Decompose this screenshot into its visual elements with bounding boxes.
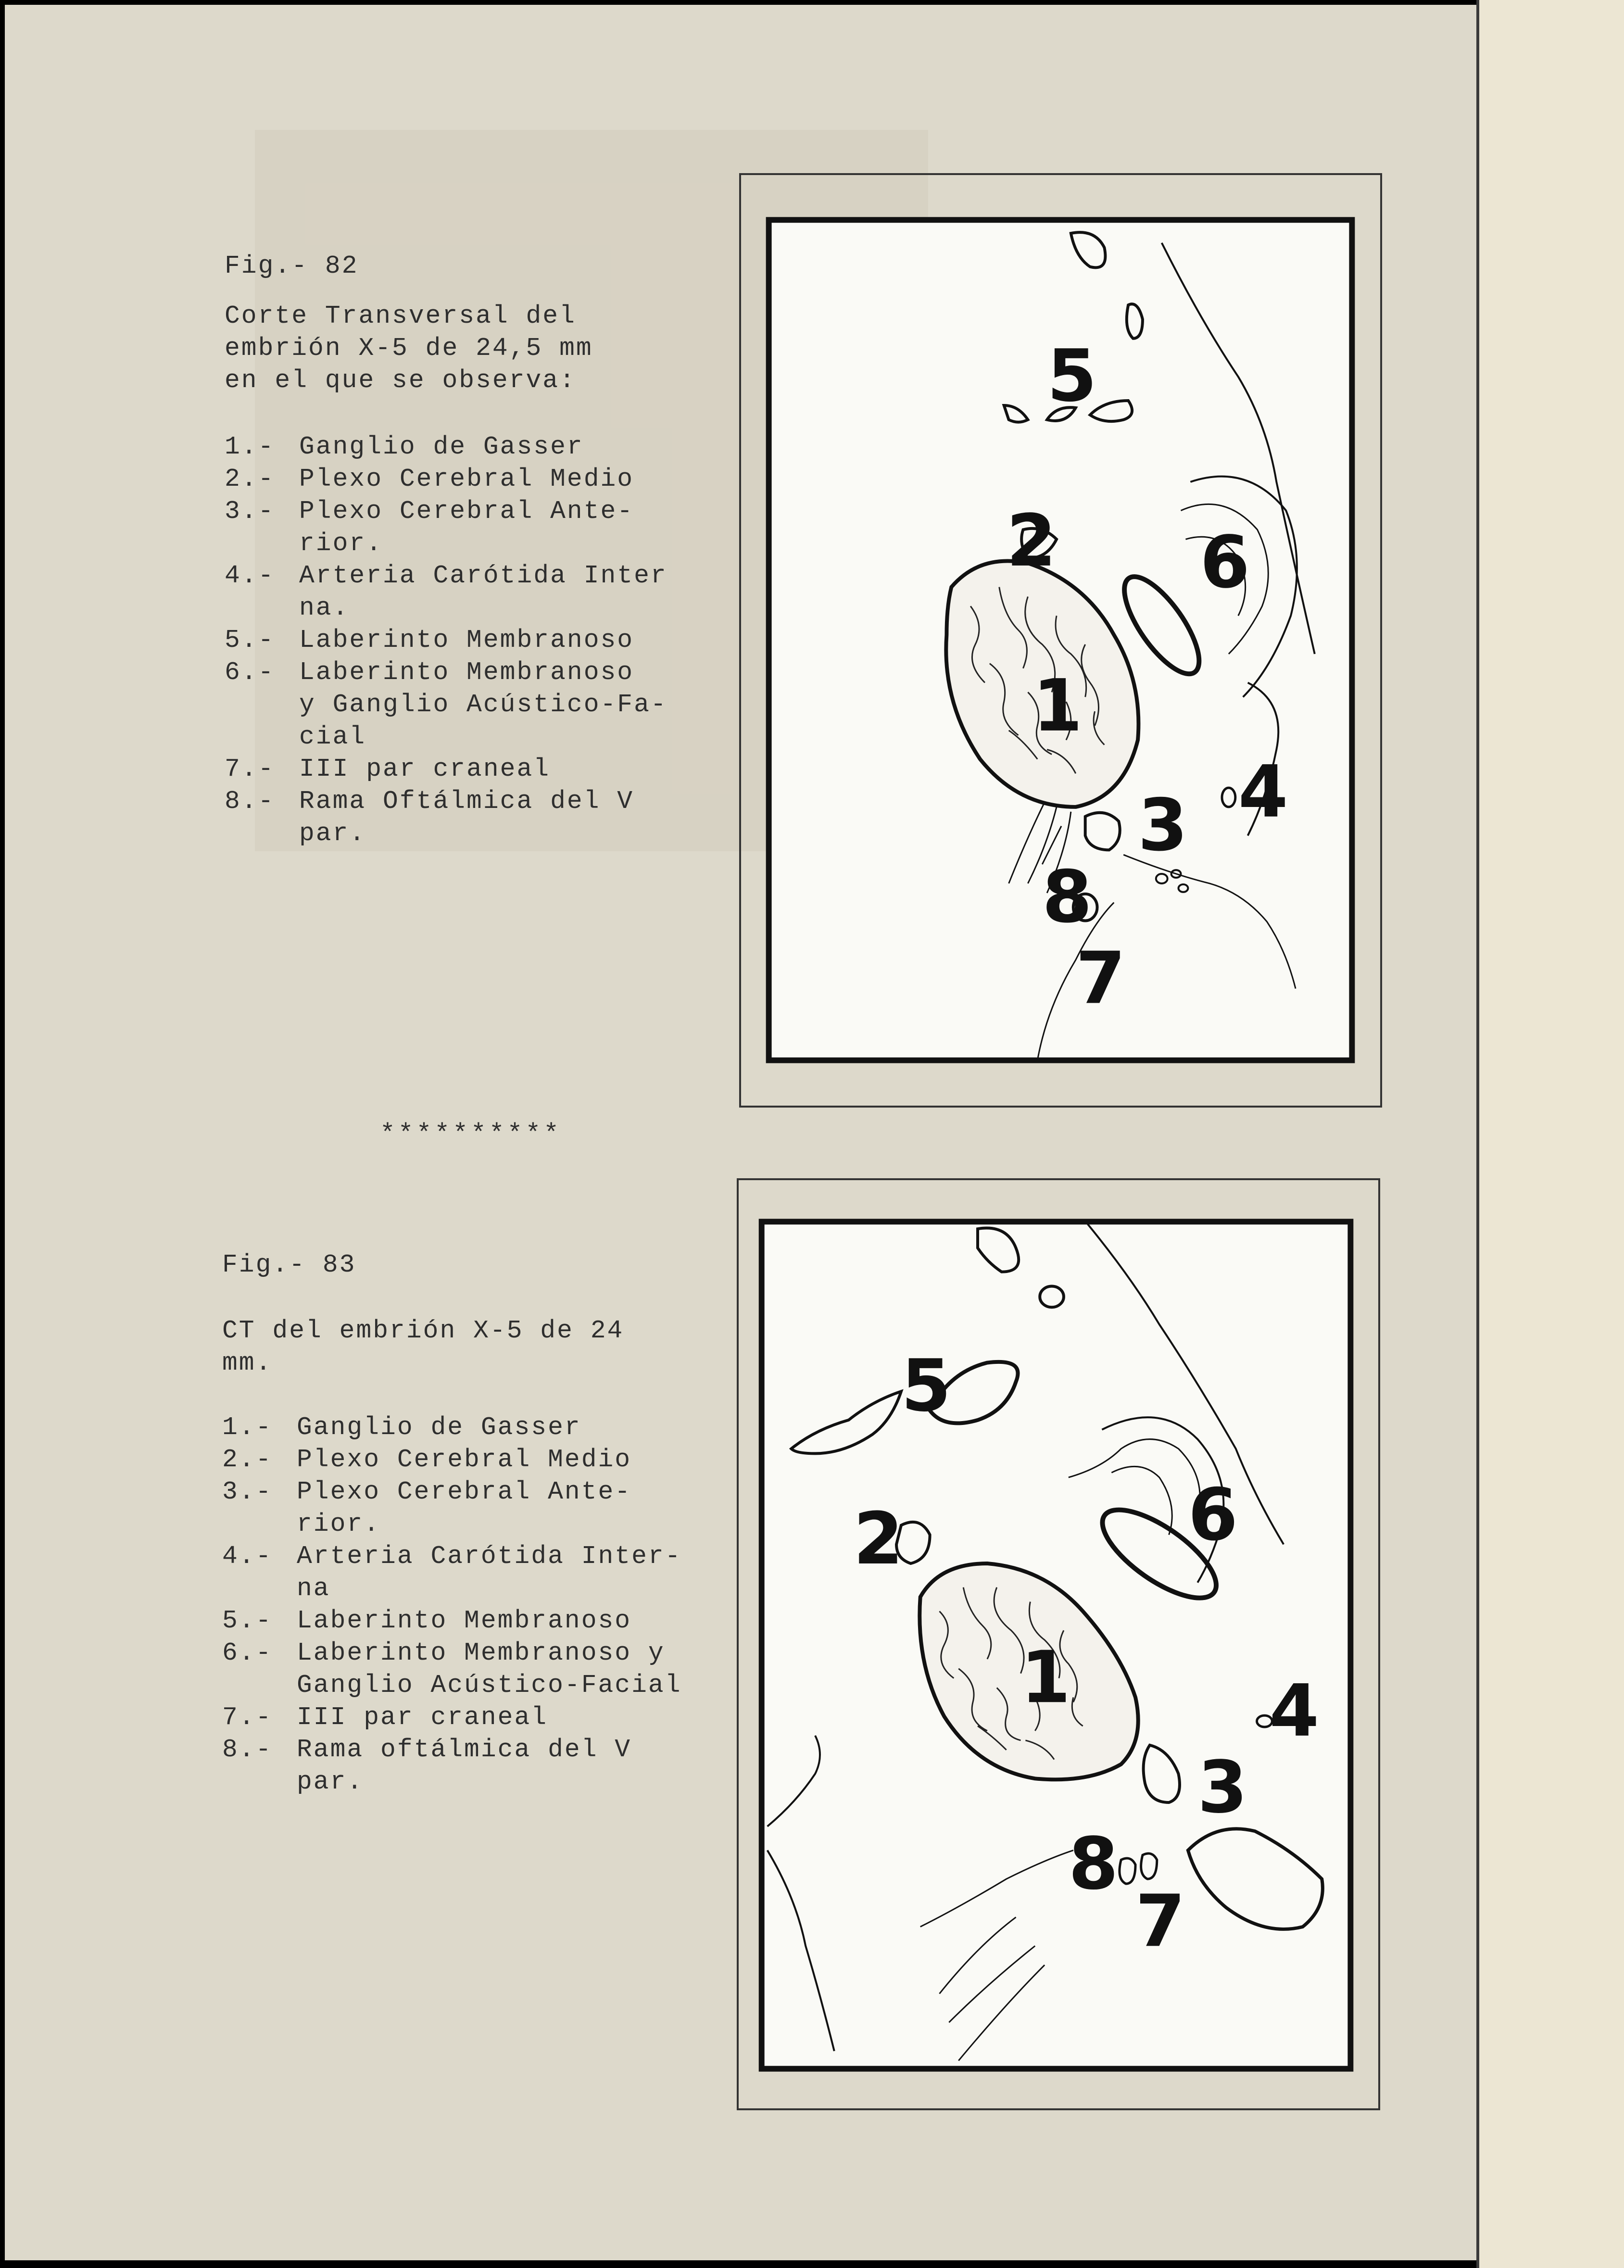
fig82-description: Corte Transversal del embrión X-5 de 24,5 mm en el que se observa: <box>225 302 593 395</box>
legend-item: 1.- Ganglio de Gasser <box>222 1413 581 1442</box>
legend-item: 6.- Laberinto Membranoso y Ganglio Acústico-Fa- cial <box>225 658 667 751</box>
fig82-drawing <box>741 175 1380 1106</box>
fig83-label-4: 4 <box>1269 1669 1320 1753</box>
fig83-title: Fig.- 83 <box>222 1250 356 1279</box>
fig82-label-5: 5 <box>1047 335 1097 418</box>
fig82-label-1: 1 <box>1032 664 1083 748</box>
fig82-frame <box>739 173 1382 1108</box>
fig83-label-7: 7 <box>1135 1880 1185 1964</box>
fig83-label-2: 2 <box>853 1498 904 1581</box>
legend-item: 3.- Plexo Cerebral Ante- rior. <box>222 1477 632 1538</box>
fig82-title: Fig.- 82 <box>225 252 359 280</box>
legend-item: 8.- Rama oftálmica del V par. <box>222 1735 632 1796</box>
fig83-label-3: 3 <box>1197 1746 1248 1829</box>
legend-item: 4.- Arteria Carótida Inter- na <box>222 1542 682 1603</box>
fig82-label-7: 7 <box>1075 937 1126 1021</box>
legend-item: 2.- Plexo Cerebral Medio <box>222 1445 632 1474</box>
legend-item: 3.- Plexo Cerebral Ante- rior. <box>225 497 634 558</box>
fig83-label-5: 5 <box>901 1344 951 1428</box>
fig83-description: CT del embrión X-5 de 24 mm. <box>222 1316 624 1377</box>
legend-item: 1.- Ganglio de Gasser <box>225 432 584 461</box>
legend-item: 6.- Laberinto Membranoso y Ganglio Acústico-Facial <box>222 1638 682 1700</box>
page-edge-strip <box>1476 0 1624 2268</box>
legend-item: 5.- Laberinto Membranoso <box>225 626 634 655</box>
fig82-label-8: 8 <box>1042 856 1092 939</box>
legend-item: 7.- III par craneal <box>222 1703 548 1732</box>
fig83-label-8: 8 <box>1068 1822 1119 1906</box>
fig83-label-6: 6 <box>1188 1474 1238 1557</box>
fig82-label-2: 2 <box>1006 499 1057 583</box>
fig83-legend <box>222 1411 682 1798</box>
legend-item: 5.- Laberinto Membranoso <box>222 1606 632 1635</box>
fig83-frame <box>737 1178 1380 2110</box>
legend-item: 2.- Plexo Cerebral Medio <box>225 465 634 493</box>
fig82-legend <box>225 431 667 850</box>
document-page <box>5 5 1476 2260</box>
legend-item: 8.- Rama Oftálmica del V par. <box>225 787 634 848</box>
fig83-label-1: 1 <box>1020 1636 1071 1720</box>
legend-item: 7.- III par craneal <box>225 755 551 783</box>
legend-item: 4.- Arteria Carótida Inter na. <box>225 561 667 622</box>
fig82-label-4: 4 <box>1238 750 1288 834</box>
section-separator: ********** <box>380 1120 562 1148</box>
fig83-drawing <box>739 1180 1378 2108</box>
fig82-label-3: 3 <box>1138 784 1188 868</box>
fig82-label-6: 6 <box>1200 521 1250 605</box>
